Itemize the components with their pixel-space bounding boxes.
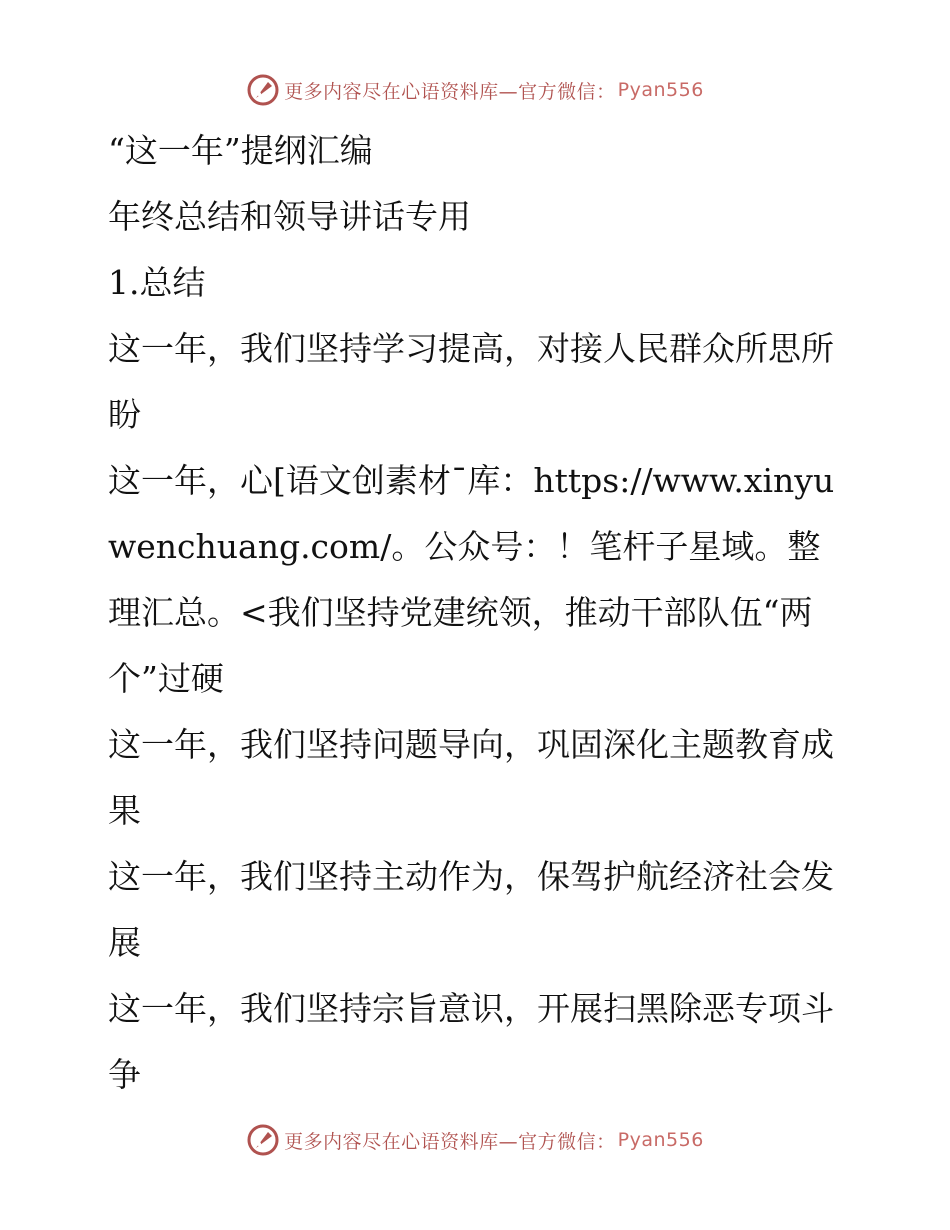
pen-nib-logo-icon <box>246 1123 280 1157</box>
section-heading: 1.总结 <box>108 263 206 302</box>
watermark-text: 更多内容尽在心语资料库—官方微信： <box>284 1130 616 1153</box>
watermark-id: Pyan556 <box>617 1129 704 1151</box>
pen-nib-logo-icon <box>246 73 280 107</box>
paragraph: 这一年，我们坚持主动作为，保驾护航经济社会发展 <box>108 857 834 962</box>
doc-title: “这一年”提纲汇编 <box>108 131 373 170</box>
document-body <box>96 118 841 1108</box>
watermark-text: 更多内容尽在心语资料库—官方微信： <box>284 80 616 103</box>
paragraph: 这一年，我们坚持问题导向，巩固深化主题教育成果 <box>108 725 834 830</box>
paragraph: 这一年，我们坚持宗旨意识，开展扫黑除恶专项斗争 <box>108 989 834 1094</box>
watermark-id: Pyan556 <box>617 79 704 101</box>
doc-subtitle: 年终总结和领导讲话专用 <box>108 197 471 236</box>
paragraph: 这一年，心[语文创素材¯库：https://www.xinyuwenchuang.com/。公众号：！笔杆子星域。整理汇总。<我们坚持党建统领，推动干部队伍“两个”过硬 <box>108 461 835 698</box>
footer-watermark <box>0 1120 950 1160</box>
header-watermark <box>0 70 950 110</box>
paragraph: 这一年，我们坚持学习提高，对接人民群众所思所盼 <box>108 329 834 434</box>
